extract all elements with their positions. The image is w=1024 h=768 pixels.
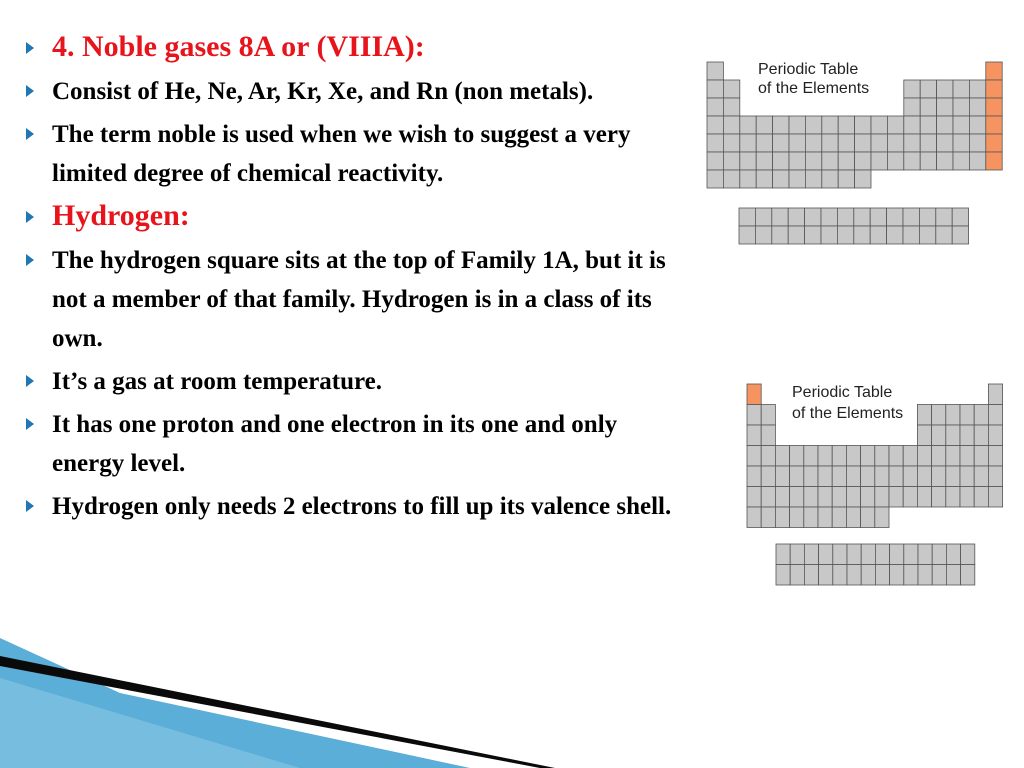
element-cell	[707, 98, 723, 116]
noble-gas-cell	[986, 80, 1002, 98]
element-cell	[761, 466, 775, 487]
bullet-text: It’s a gas at room temperature.	[52, 368, 383, 395]
element-cell	[775, 487, 789, 508]
element-cell	[887, 116, 903, 134]
f-block-cell	[854, 226, 870, 244]
element-cell	[937, 98, 953, 116]
element-cell	[846, 487, 860, 508]
element-cell	[953, 98, 969, 116]
f-block-cell	[805, 226, 821, 244]
noble-gas-cell	[986, 134, 1002, 152]
f-block-cell	[821, 208, 837, 226]
f-block-cell	[821, 226, 837, 244]
element-cell	[917, 446, 931, 467]
f-block-cell	[833, 565, 847, 586]
element-cell	[756, 170, 772, 188]
element-cell	[960, 446, 974, 467]
element-cell	[969, 152, 985, 170]
f-block-cell	[890, 565, 904, 586]
element-cell	[871, 134, 887, 152]
f-block-cell	[788, 226, 804, 244]
f-block-cell	[887, 208, 903, 226]
bullet-text: It has one proton and one electron in its one and only energy level.	[52, 411, 618, 477]
bullet-text: 4. Noble gases 8A or (VIIIA):	[52, 30, 425, 63]
element-cell	[723, 116, 739, 134]
element-cell	[887, 134, 903, 152]
element-cell	[974, 487, 988, 508]
f-block-cell	[952, 208, 968, 226]
f-block-cell	[776, 544, 790, 565]
element-cell	[889, 446, 903, 467]
element-cell	[846, 446, 860, 467]
element-cell	[861, 466, 875, 487]
element-cell	[875, 446, 889, 467]
element-cell	[805, 152, 821, 170]
element-cell	[932, 425, 946, 446]
f-block-cell	[804, 544, 818, 565]
element-cell	[937, 80, 953, 98]
element-cell	[904, 80, 920, 98]
element-cell	[790, 487, 804, 508]
bullet-text: Consist of He, Ne, Ar, Kr, Xe, and Rn (non metals).	[52, 78, 594, 105]
periodic-table-title-line2: of the Elements	[758, 80, 870, 97]
element-cell	[805, 134, 821, 152]
bullet-arrow-icon	[26, 128, 34, 140]
element-cell	[855, 134, 871, 152]
element-cell	[960, 425, 974, 446]
element-cell	[920, 116, 936, 134]
element-cell	[761, 507, 775, 528]
f-block-cell	[904, 565, 918, 586]
element-cell	[740, 170, 756, 188]
element-cell	[937, 116, 953, 134]
element-cell	[790, 466, 804, 487]
f-block-cell	[772, 208, 788, 226]
element-cell	[946, 425, 960, 446]
periodic-table-noble-gases	[706, 60, 1006, 250]
bullet-item	[22, 362, 690, 401]
f-block-cell	[932, 565, 946, 586]
element-cell	[904, 134, 920, 152]
element-cell	[723, 152, 739, 170]
element-cell	[889, 487, 903, 508]
element-cell	[988, 487, 1002, 508]
element-cell	[822, 152, 838, 170]
bullet-arrow-icon	[26, 418, 34, 430]
f-block-cell	[739, 226, 755, 244]
element-cell	[871, 116, 887, 134]
element-cell	[846, 466, 860, 487]
element-cell	[773, 116, 789, 134]
f-block-cell	[755, 226, 771, 244]
element-cell	[761, 405, 775, 426]
element-cell	[838, 170, 854, 188]
element-cell	[747, 446, 761, 467]
bullet-text: The hydrogen square sits at the top of Family 1A, but it is not a member of that family. Hydrogen is in a class of its own.	[52, 247, 666, 352]
f-block-cell	[903, 226, 919, 244]
element-cell	[822, 170, 838, 188]
bullet-item	[22, 241, 690, 358]
element-cell	[789, 134, 805, 152]
noble-gas-cell	[986, 116, 1002, 134]
f-block-cell	[952, 226, 968, 244]
element-cell	[917, 425, 931, 446]
element-cell	[855, 152, 871, 170]
element-cell	[832, 487, 846, 508]
f-block-cell	[961, 565, 975, 586]
element-cell	[790, 507, 804, 528]
element-cell	[756, 134, 772, 152]
element-cell	[707, 134, 723, 152]
element-cell	[920, 134, 936, 152]
element-cell	[974, 446, 988, 467]
element-cell	[805, 170, 821, 188]
f-block-cell	[776, 565, 790, 586]
element-cell	[937, 134, 953, 152]
element-cell	[740, 152, 756, 170]
bullet-item	[22, 487, 690, 526]
f-block-cell	[788, 208, 804, 226]
element-cell	[804, 466, 818, 487]
element-cell	[974, 466, 988, 487]
f-block-cell	[919, 208, 935, 226]
f-block-cell	[870, 208, 886, 226]
element-cell	[723, 98, 739, 116]
element-cell	[723, 134, 739, 152]
f-block-cell	[903, 208, 919, 226]
f-block-cell	[936, 226, 952, 244]
f-block-cell	[819, 544, 833, 565]
f-block-cell	[919, 226, 935, 244]
f-block-cell	[739, 208, 755, 226]
bullet-text: Hydrogen:	[52, 199, 190, 232]
f-block-cell	[946, 565, 960, 586]
element-cell	[756, 116, 772, 134]
element-cell	[838, 134, 854, 152]
element-cell	[838, 116, 854, 134]
f-block-cell	[932, 544, 946, 565]
element-cell	[953, 152, 969, 170]
element-cell	[861, 507, 875, 528]
element-cell	[761, 487, 775, 508]
f-block-cell	[887, 226, 903, 244]
element-cell	[932, 487, 946, 508]
element-cell	[904, 116, 920, 134]
bullet-arrow-icon	[26, 85, 34, 97]
element-cell	[773, 152, 789, 170]
f-block-cell	[875, 544, 889, 565]
element-cell	[707, 116, 723, 134]
element-cell	[871, 152, 887, 170]
f-block-cell	[755, 208, 771, 226]
element-cell	[775, 507, 789, 528]
element-cell	[775, 446, 789, 467]
element-cell	[988, 466, 1002, 487]
element-cell	[855, 116, 871, 134]
element-cell	[818, 446, 832, 467]
f-block-cell	[861, 565, 875, 586]
periodic-table-title-line2: of the Elements	[792, 405, 904, 422]
element-cell	[822, 116, 838, 134]
element-cell	[761, 446, 775, 467]
element-cell	[969, 116, 985, 134]
hydrogen-cell	[747, 384, 761, 405]
element-cell	[946, 405, 960, 426]
element-cell	[974, 425, 988, 446]
element-cell	[804, 507, 818, 528]
element-cell	[747, 425, 761, 446]
periodic-table-title-line1: Periodic Table	[758, 61, 859, 78]
element-cell	[904, 98, 920, 116]
element-cell	[889, 466, 903, 487]
element-cell	[775, 466, 789, 487]
f-block-cell	[870, 226, 886, 244]
element-cell	[773, 170, 789, 188]
bullet-arrow-icon	[26, 211, 34, 223]
element-cell	[904, 152, 920, 170]
periodic-table-graphic	[706, 60, 1006, 250]
element-cell	[822, 134, 838, 152]
element-cell	[861, 446, 875, 467]
element-cell	[747, 466, 761, 487]
element-cell	[946, 446, 960, 467]
f-block-cell	[946, 544, 960, 565]
f-block-cell	[918, 565, 932, 586]
f-block-cell	[790, 565, 804, 586]
f-block-cell	[837, 208, 853, 226]
element-cell	[917, 487, 931, 508]
bullet-item	[22, 72, 690, 111]
element-cell	[723, 80, 739, 98]
element-cell	[707, 80, 723, 98]
element-cell	[846, 507, 860, 528]
element-cell	[937, 152, 953, 170]
element-cell	[740, 116, 756, 134]
element-cell	[756, 152, 772, 170]
element-cell	[953, 80, 969, 98]
element-cell	[960, 487, 974, 508]
f-block-cell	[918, 544, 932, 565]
element-cell	[960, 405, 974, 426]
element-cell	[832, 446, 846, 467]
element-cell	[861, 487, 875, 508]
element-cell	[818, 487, 832, 508]
bullet-item	[22, 115, 690, 193]
element-cell	[805, 116, 821, 134]
element-cell	[740, 134, 756, 152]
bullet-text: Hydrogen only needs 2 electrons to fill up its valence shell.	[52, 493, 672, 520]
element-cell	[789, 116, 805, 134]
element-cell	[920, 80, 936, 98]
element-cell	[932, 466, 946, 487]
f-block-cell	[837, 226, 853, 244]
element-cell	[969, 80, 985, 98]
element-cell	[707, 62, 723, 80]
element-cell	[818, 507, 832, 528]
element-cell	[960, 466, 974, 487]
f-block-cell	[847, 544, 861, 565]
element-cell	[875, 466, 889, 487]
element-cell	[953, 134, 969, 152]
f-block-cell	[890, 544, 904, 565]
element-cell	[988, 405, 1002, 426]
bullet-arrow-icon	[26, 254, 34, 266]
f-block-cell	[904, 544, 918, 565]
noble-gas-cell	[986, 152, 1002, 170]
element-cell	[920, 98, 936, 116]
element-cell	[707, 170, 723, 188]
decorative-swoosh	[0, 638, 560, 768]
periodic-table-hydrogen	[746, 383, 1012, 593]
f-block-cell	[861, 544, 875, 565]
bullet-arrow-icon	[26, 500, 34, 512]
bullet-arrow-icon	[26, 42, 34, 54]
element-cell	[789, 170, 805, 188]
element-cell	[747, 507, 761, 528]
element-cell	[855, 170, 871, 188]
element-cell	[946, 466, 960, 487]
element-cell	[773, 134, 789, 152]
f-block-cell	[961, 544, 975, 565]
bullet-text: The term noble is used when we wish to suggest a very limited degree of chemical reactivity.	[52, 121, 631, 187]
element-cell	[932, 446, 946, 467]
element-cell	[903, 466, 917, 487]
element-cell	[917, 466, 931, 487]
element-cell	[887, 152, 903, 170]
f-block-cell	[833, 544, 847, 565]
f-block-cell	[875, 565, 889, 586]
element-cell	[818, 466, 832, 487]
bullet-arrow-icon	[26, 375, 34, 387]
element-cell	[723, 170, 739, 188]
noble-gas-cell	[986, 98, 1002, 116]
element-cell	[747, 405, 761, 426]
periodic-table-title-line1: Periodic Table	[792, 384, 893, 401]
element-cell	[875, 507, 889, 528]
bullet-list	[22, 28, 690, 530]
element-cell	[761, 425, 775, 446]
f-block-cell	[772, 226, 788, 244]
element-cell	[832, 466, 846, 487]
element-cell	[988, 446, 1002, 467]
f-block-cell	[854, 208, 870, 226]
f-block-cell	[804, 565, 818, 586]
element-cell	[789, 152, 805, 170]
element-cell	[804, 446, 818, 467]
element-cell	[903, 487, 917, 508]
f-block-cell	[819, 565, 833, 586]
f-block-cell	[936, 208, 952, 226]
element-cell	[832, 507, 846, 528]
element-cell	[920, 152, 936, 170]
element-cell	[707, 152, 723, 170]
element-cell	[988, 425, 1002, 446]
element-cell	[838, 152, 854, 170]
element-cell	[953, 116, 969, 134]
element-cell	[946, 487, 960, 508]
noble-gas-cell	[986, 62, 1002, 80]
element-cell	[917, 405, 931, 426]
f-block-cell	[847, 565, 861, 586]
noble-gases-heading	[22, 28, 690, 66]
hydrogen-heading	[22, 197, 690, 235]
element-cell	[804, 487, 818, 508]
element-cell	[903, 446, 917, 467]
element-cell	[974, 405, 988, 426]
f-block-cell	[805, 208, 821, 226]
bullet-item	[22, 405, 690, 483]
element-cell	[932, 405, 946, 426]
element-cell	[747, 487, 761, 508]
element-cell	[969, 98, 985, 116]
periodic-table-graphic	[746, 383, 1012, 593]
element-cell	[790, 446, 804, 467]
element-cell	[969, 134, 985, 152]
f-block-cell	[790, 544, 804, 565]
element-cell	[988, 384, 1002, 405]
element-cell	[875, 487, 889, 508]
